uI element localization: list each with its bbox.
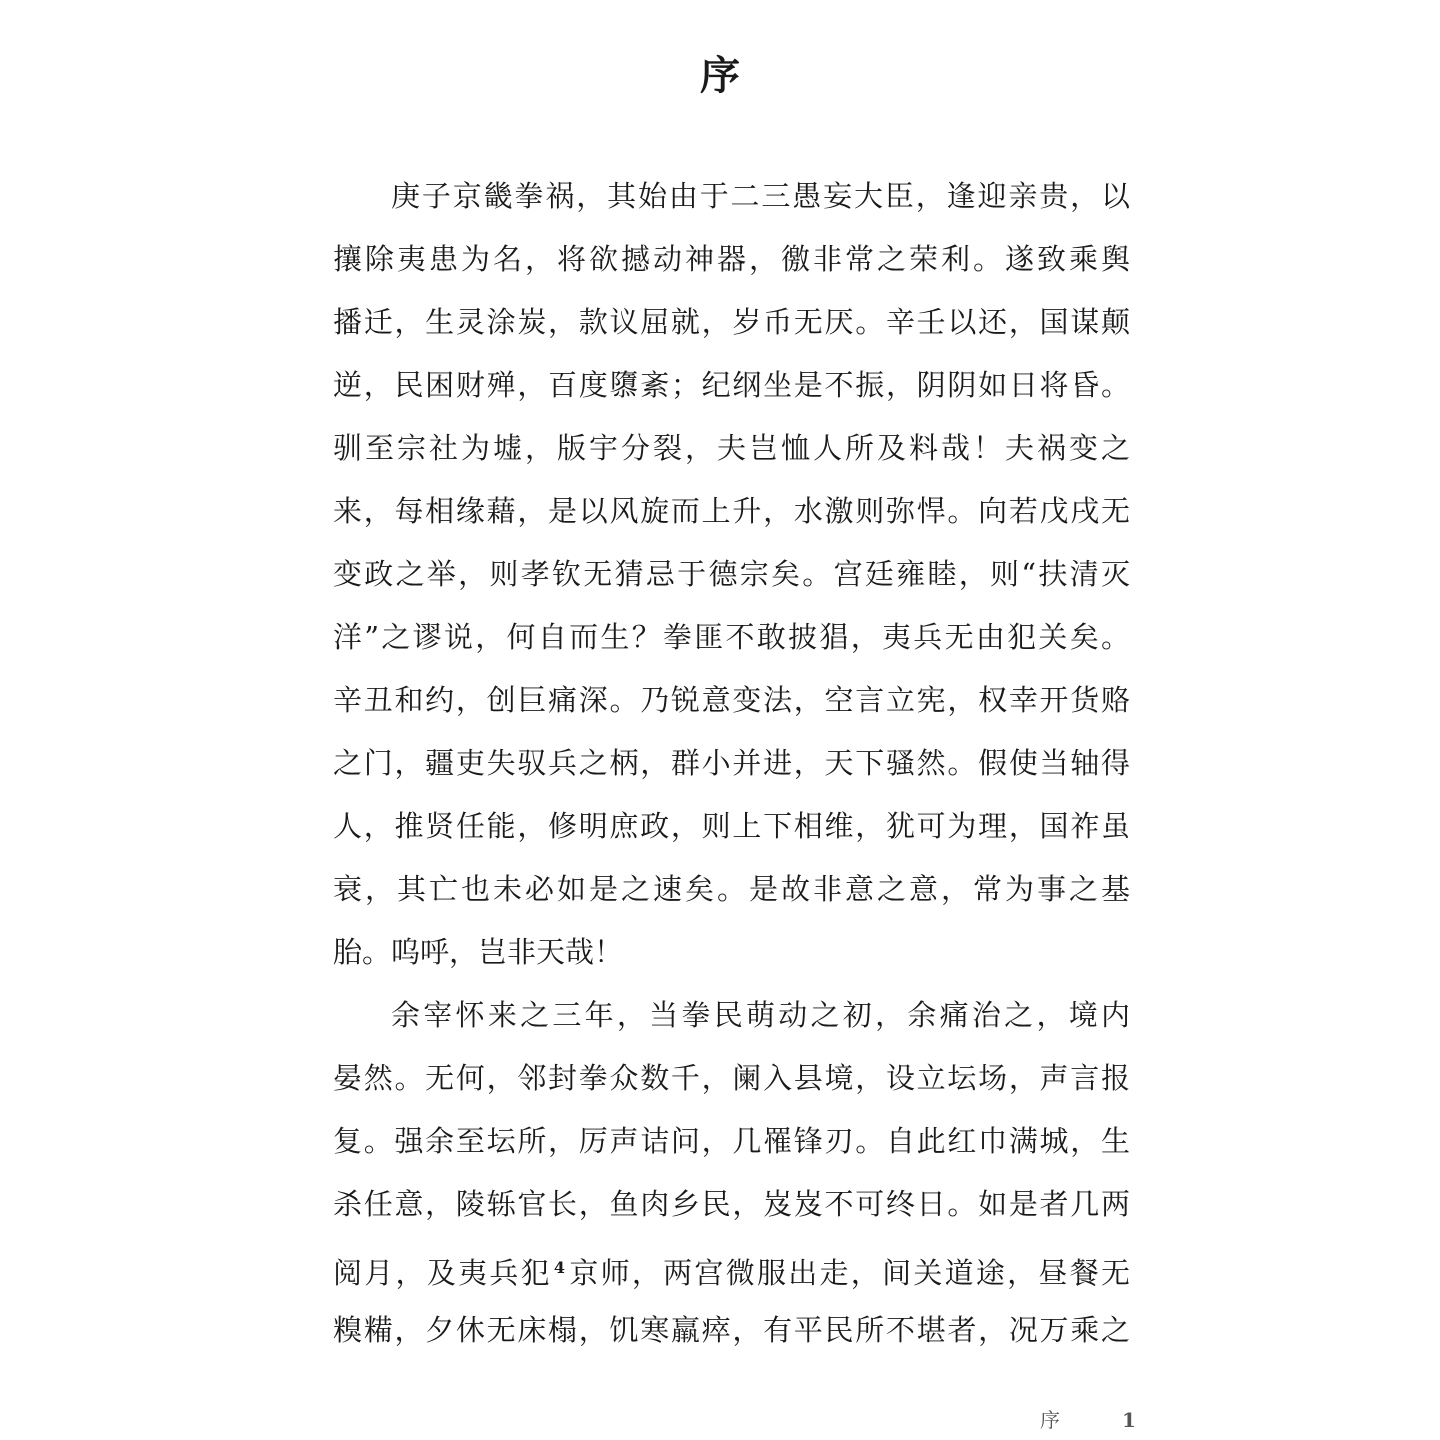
text-line: 变政之举，则孝钦无猜忌于德宗矣。宫廷雍睦，则“扶清灭 [333, 557, 1130, 591]
text-line: 复。强余至坛所，厉声诘问，几罹锋刃。自此红巾满城，生 [333, 1124, 1130, 1158]
text-line: 人，推贤任能，修明庶政，则上下相维，犹可为理，国祚虽 [333, 809, 1130, 843]
page-number: 1 [1122, 1408, 1136, 1432]
text-segment: 京师，两宫微服出走，间关道途，昼餐无 [567, 1256, 1130, 1290]
text-line: 洋”之谬说，何自而生？拳匪不敢披猖，夷兵无由犯关矣。 [333, 620, 1130, 654]
text-line: 衰，其亡也未必如是之速矣。是故非意之意，常为事之基 [333, 872, 1130, 906]
text-line: 攘除夷患为名，将欲撼动神器，徼非常之荣利。遂致乘舆 [333, 242, 1130, 276]
footnote-marker: 4 [553, 1258, 566, 1277]
text-segment: 阅月，及夷兵犯 [333, 1256, 552, 1290]
text-line: 杀任意，陵轹官长，鱼肉乡民，岌岌不可终日。如是者几两 [333, 1187, 1130, 1221]
text-line: 糗糒，夕休无床榻，饥寒羸瘁，有平民所不堪者，况万乘之 [333, 1313, 1130, 1347]
text-line: 胎。呜呼，岂非天哉！ [333, 935, 624, 969]
text-line: 晏然。无何，邻封拳众数千，阑入县境，设立坛场，声言报 [333, 1061, 1130, 1095]
text-line: 之门，疆吏失驭兵之柄，群小并进，天下骚然。假使当轴得 [333, 746, 1130, 780]
preface-body [333, 165, 1130, 1362]
text-line: 辛丑和约，创巨痛深。乃锐意变法，空言立宪，权幸开货赂 [333, 683, 1130, 717]
text-line: 余宰怀来之三年，当拳民萌动之初，余痛治之，境内 [391, 998, 1130, 1032]
running-footer-title: 序 [1040, 1408, 1060, 1432]
text-line-with-note [333, 1236, 1130, 1299]
text-line: 驯至宗社为墟，版宇分裂，夫岂恤人所及料哉！夫祸变之 [333, 431, 1130, 465]
page-title: 序 [700, 52, 740, 99]
text-line: 庚子京畿拳祸，其始由于二三愚妄大臣，逢迎亲贵，以 [391, 179, 1130, 213]
text-line: 播迁，生灵涂炭，款议屈就，岁币无厌。辛壬以还，国谋颠 [333, 305, 1130, 339]
text-line: 来，每相缘藉，是以风旋而上升，水激则弥悍。向若戊戌无 [333, 494, 1130, 528]
text-line: 逆，民困财殚，百度隳紊；纪纲坐是不振，阴阴如日将昏。 [333, 368, 1130, 402]
